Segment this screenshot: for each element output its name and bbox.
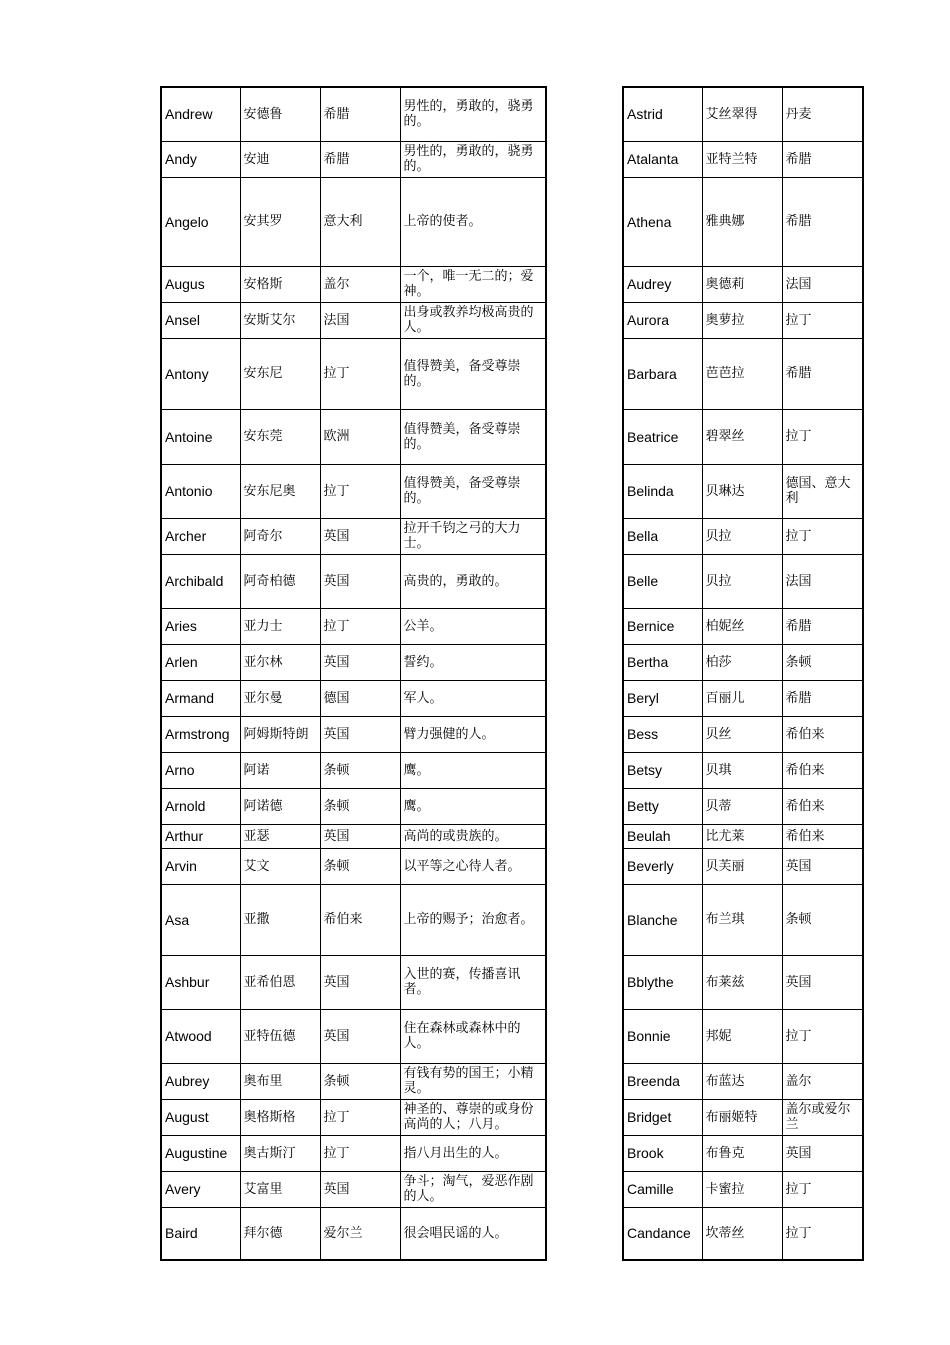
- right-chinese-name-cell: 卡蜜拉: [702, 1171, 782, 1207]
- left-name-cell: Antoine: [161, 409, 240, 464]
- left-meaning-cell: 高尚的或贵族的。: [400, 824, 546, 848]
- right-origin-cell: 希腊: [782, 141, 863, 177]
- right-row: [623, 1099, 863, 1135]
- left-row: [161, 848, 546, 884]
- left-chinese-name-cell: 阿奇尔: [240, 518, 320, 554]
- right-names-table: [622, 86, 864, 1261]
- left-name-cell: Andy: [161, 141, 240, 177]
- left-name-cell: Angelo: [161, 177, 240, 266]
- right-origin-cell: 法国: [782, 266, 863, 302]
- left-row: [161, 1171, 546, 1207]
- right-origin-cell: 盖尔: [782, 1063, 863, 1099]
- right-name-cell: Bernice: [623, 608, 702, 644]
- right-name-cell: Blanche: [623, 884, 702, 955]
- left-row: [161, 752, 546, 788]
- left-chinese-name-cell: 奥古斯汀: [240, 1135, 320, 1171]
- left-meaning-cell: 值得赞美，备受尊崇的。: [400, 338, 546, 409]
- left-row: [161, 1207, 546, 1260]
- right-name-cell: Athena: [623, 177, 702, 266]
- right-row: [623, 1063, 863, 1099]
- left-chinese-name-cell: 奥布里: [240, 1063, 320, 1099]
- right-name-cell: Bess: [623, 716, 702, 752]
- left-chinese-name-cell: 阿诺德: [240, 788, 320, 824]
- left-origin-cell: 希伯来: [320, 884, 400, 955]
- right-row: [623, 848, 863, 884]
- left-row: [161, 716, 546, 752]
- left-row: [161, 141, 546, 177]
- right-chinese-name-cell: 亚特兰特: [702, 141, 782, 177]
- left-row: [161, 788, 546, 824]
- right-name-cell: Bonnie: [623, 1009, 702, 1063]
- left-row: [161, 608, 546, 644]
- left-origin-cell: 英国: [320, 955, 400, 1009]
- right-chinese-name-cell: 碧翠丝: [702, 409, 782, 464]
- right-row: [623, 1207, 863, 1260]
- left-name-cell: Avery: [161, 1171, 240, 1207]
- left-name-cell: Atwood: [161, 1009, 240, 1063]
- left-origin-cell: 爱尔兰: [320, 1207, 400, 1260]
- left-origin-cell: 条顿: [320, 848, 400, 884]
- right-name-cell: Aurora: [623, 302, 702, 338]
- left-row: [161, 824, 546, 848]
- left-chinese-name-cell: 亚希伯恩: [240, 955, 320, 1009]
- right-chinese-name-cell: 柏妮丝: [702, 608, 782, 644]
- left-chinese-name-cell: 亚撒: [240, 884, 320, 955]
- right-chinese-name-cell: 雅典娜: [702, 177, 782, 266]
- left-origin-cell: 英国: [320, 1171, 400, 1207]
- right-name-cell: Barbara: [623, 338, 702, 409]
- right-chinese-name-cell: 贝琳达: [702, 464, 782, 518]
- right-table-body: [623, 87, 863, 1260]
- right-origin-cell: 拉丁: [782, 1171, 863, 1207]
- left-origin-cell: 英国: [320, 716, 400, 752]
- left-row: [161, 338, 546, 409]
- left-meaning-cell: 拉开千钧之弓的大力士。: [400, 518, 546, 554]
- left-name-cell: Ansel: [161, 302, 240, 338]
- right-origin-cell: 德国、意大利: [782, 464, 863, 518]
- left-row: [161, 680, 546, 716]
- right-row: [623, 266, 863, 302]
- left-chinese-name-cell: 奥格斯格: [240, 1099, 320, 1135]
- right-chinese-name-cell: 布丽姬特: [702, 1099, 782, 1135]
- left-origin-cell: 条顿: [320, 752, 400, 788]
- left-name-cell: Arno: [161, 752, 240, 788]
- right-row: [623, 884, 863, 955]
- left-origin-cell: 条顿: [320, 788, 400, 824]
- left-row: [161, 302, 546, 338]
- left-meaning-cell: 男性的，勇敢的，骁勇的。: [400, 141, 546, 177]
- left-meaning-cell: 出身或教养均极高贵的人。: [400, 302, 546, 338]
- right-origin-cell: 拉丁: [782, 409, 863, 464]
- right-origin-cell: 丹麦: [782, 87, 863, 141]
- left-chinese-name-cell: 安东尼奥: [240, 464, 320, 518]
- left-row: [161, 464, 546, 518]
- right-row: [623, 608, 863, 644]
- right-origin-cell: 英国: [782, 1135, 863, 1171]
- left-origin-cell: 拉丁: [320, 338, 400, 409]
- left-chinese-name-cell: 安迪: [240, 141, 320, 177]
- right-name-cell: Audrey: [623, 266, 702, 302]
- left-row: [161, 518, 546, 554]
- left-origin-cell: 盖尔: [320, 266, 400, 302]
- right-row: [623, 1171, 863, 1207]
- left-name-cell: Asa: [161, 884, 240, 955]
- right-name-cell: Betsy: [623, 752, 702, 788]
- left-chinese-name-cell: 安东尼: [240, 338, 320, 409]
- right-origin-cell: 拉丁: [782, 1207, 863, 1260]
- right-name-cell: Bertha: [623, 644, 702, 680]
- right-name-cell: Bella: [623, 518, 702, 554]
- right-chinese-name-cell: 贝芙丽: [702, 848, 782, 884]
- right-chinese-name-cell: 邦妮: [702, 1009, 782, 1063]
- left-names-table: [160, 86, 547, 1261]
- right-row: [623, 302, 863, 338]
- right-name-cell: Beryl: [623, 680, 702, 716]
- left-meaning-cell: 上帝的使者。: [400, 177, 546, 266]
- right-row: [623, 680, 863, 716]
- left-meaning-cell: 一个，唯一无二的；爱神。: [400, 266, 546, 302]
- right-chinese-name-cell: 布兰琪: [702, 884, 782, 955]
- left-row: [161, 884, 546, 955]
- right-name-cell: Atalanta: [623, 141, 702, 177]
- left-name-cell: Baird: [161, 1207, 240, 1260]
- right-chinese-name-cell: 坎蒂丝: [702, 1207, 782, 1260]
- left-name-cell: Aries: [161, 608, 240, 644]
- left-chinese-name-cell: 亚瑟: [240, 824, 320, 848]
- left-name-cell: Aubrey: [161, 1063, 240, 1099]
- left-origin-cell: 拉丁: [320, 1135, 400, 1171]
- left-table-body: [161, 87, 546, 1260]
- left-meaning-cell: 高贵的，勇敢的。: [400, 554, 546, 608]
- left-meaning-cell: 值得赞美，备受尊崇的。: [400, 409, 546, 464]
- right-name-cell: Astrid: [623, 87, 702, 141]
- left-row: [161, 1135, 546, 1171]
- left-origin-cell: 英国: [320, 518, 400, 554]
- left-chinese-name-cell: 阿诺: [240, 752, 320, 788]
- right-origin-cell: 英国: [782, 955, 863, 1009]
- right-name-cell: Bblythe: [623, 955, 702, 1009]
- left-meaning-cell: 誓约。: [400, 644, 546, 680]
- left-name-cell: Antonio: [161, 464, 240, 518]
- right-origin-cell: 希腊: [782, 608, 863, 644]
- right-row: [623, 409, 863, 464]
- left-row: [161, 177, 546, 266]
- left-origin-cell: 法国: [320, 302, 400, 338]
- right-name-cell: Candance: [623, 1207, 702, 1260]
- left-name-cell: Antony: [161, 338, 240, 409]
- right-chinese-name-cell: 贝蒂: [702, 788, 782, 824]
- left-meaning-cell: 鹰。: [400, 788, 546, 824]
- left-meaning-cell: 以平等之心待人者。: [400, 848, 546, 884]
- left-meaning-cell: 上帝的赐予；治愈者。: [400, 884, 546, 955]
- left-name-cell: Arlen: [161, 644, 240, 680]
- left-row: [161, 644, 546, 680]
- left-origin-cell: 欧洲: [320, 409, 400, 464]
- left-origin-cell: 拉丁: [320, 1099, 400, 1135]
- right-origin-cell: 希伯来: [782, 788, 863, 824]
- right-name-cell: Beverly: [623, 848, 702, 884]
- left-meaning-cell: 住在森林或森林中的人。: [400, 1009, 546, 1063]
- right-row: [623, 955, 863, 1009]
- left-name-cell: Arthur: [161, 824, 240, 848]
- right-origin-cell: 希腊: [782, 177, 863, 266]
- left-chinese-name-cell: 拜尔德: [240, 1207, 320, 1260]
- left-meaning-cell: 鹰。: [400, 752, 546, 788]
- left-meaning-cell: 值得赞美，备受尊崇的。: [400, 464, 546, 518]
- left-origin-cell: 希腊: [320, 141, 400, 177]
- left-chinese-name-cell: 艾文: [240, 848, 320, 884]
- left-origin-cell: 英国: [320, 1009, 400, 1063]
- left-meaning-cell: 争斗；淘气，爱恶作剧的人。: [400, 1171, 546, 1207]
- left-origin-cell: 德国: [320, 680, 400, 716]
- left-origin-cell: 英国: [320, 644, 400, 680]
- left-row: [161, 1099, 546, 1135]
- left-meaning-cell: 很会唱民谣的人。: [400, 1207, 546, 1260]
- left-chinese-name-cell: 安格斯: [240, 266, 320, 302]
- left-meaning-cell: 男性的，勇敢的，骁勇的。: [400, 87, 546, 141]
- right-name-cell: Beulah: [623, 824, 702, 848]
- right-chinese-name-cell: 柏莎: [702, 644, 782, 680]
- right-row: [623, 464, 863, 518]
- left-row: [161, 1009, 546, 1063]
- left-meaning-cell: 臂力强健的人。: [400, 716, 546, 752]
- left-name-cell: Ashbur: [161, 955, 240, 1009]
- left-chinese-name-cell: 艾富里: [240, 1171, 320, 1207]
- right-chinese-name-cell: 奥萝拉: [702, 302, 782, 338]
- left-origin-cell: 条顿: [320, 1063, 400, 1099]
- left-name-cell: Archibald: [161, 554, 240, 608]
- left-chinese-name-cell: 阿奇柏德: [240, 554, 320, 608]
- left-name-cell: Augustine: [161, 1135, 240, 1171]
- right-origin-cell: 法国: [782, 554, 863, 608]
- right-row: [623, 87, 863, 141]
- right-row: [623, 177, 863, 266]
- right-name-cell: Betty: [623, 788, 702, 824]
- left-origin-cell: 希腊: [320, 87, 400, 141]
- right-origin-cell: 希伯来: [782, 716, 863, 752]
- left-row: [161, 955, 546, 1009]
- right-name-cell: Brook: [623, 1135, 702, 1171]
- left-meaning-cell: 神圣的、尊崇的或身份高尚的人；八月。: [400, 1099, 546, 1135]
- right-name-cell: Breenda: [623, 1063, 702, 1099]
- right-chinese-name-cell: 艾丝翠得: [702, 87, 782, 141]
- left-name-cell: Arvin: [161, 848, 240, 884]
- left-chinese-name-cell: 亚力士: [240, 608, 320, 644]
- left-row: [161, 554, 546, 608]
- right-name-cell: Beatrice: [623, 409, 702, 464]
- right-row: [623, 716, 863, 752]
- right-origin-cell: 拉丁: [782, 518, 863, 554]
- left-chinese-name-cell: 安德鲁: [240, 87, 320, 141]
- left-row: [161, 87, 546, 141]
- left-meaning-cell: 公羊。: [400, 608, 546, 644]
- right-row: [623, 338, 863, 409]
- left-meaning-cell: 军人。: [400, 680, 546, 716]
- left-chinese-name-cell: 安其罗: [240, 177, 320, 266]
- right-row: [623, 141, 863, 177]
- left-name-cell: Armstrong: [161, 716, 240, 752]
- right-name-cell: Camille: [623, 1171, 702, 1207]
- right-name-cell: Belinda: [623, 464, 702, 518]
- left-origin-cell: 拉丁: [320, 464, 400, 518]
- right-chinese-name-cell: 布莱兹: [702, 955, 782, 1009]
- right-chinese-name-cell: 布鲁克: [702, 1135, 782, 1171]
- right-origin-cell: 盖尔或爱尔兰: [782, 1099, 863, 1135]
- right-origin-cell: 希伯来: [782, 752, 863, 788]
- left-meaning-cell: 有钱有势的国王；小精灵。: [400, 1063, 546, 1099]
- right-chinese-name-cell: 比尤莱: [702, 824, 782, 848]
- left-meaning-cell: 指八月出生的人。: [400, 1135, 546, 1171]
- right-origin-cell: 条顿: [782, 884, 863, 955]
- right-chinese-name-cell: 芭芭拉: [702, 338, 782, 409]
- left-chinese-name-cell: 安斯艾尔: [240, 302, 320, 338]
- right-origin-cell: 拉丁: [782, 302, 863, 338]
- right-origin-cell: 条顿: [782, 644, 863, 680]
- right-origin-cell: 英国: [782, 848, 863, 884]
- right-chinese-name-cell: 布蓝达: [702, 1063, 782, 1099]
- left-row: [161, 1063, 546, 1099]
- right-chinese-name-cell: 贝拉: [702, 518, 782, 554]
- left-origin-cell: 英国: [320, 554, 400, 608]
- right-row: [623, 554, 863, 608]
- right-chinese-name-cell: 贝琪: [702, 752, 782, 788]
- right-chinese-name-cell: 奥德莉: [702, 266, 782, 302]
- right-row: [623, 644, 863, 680]
- right-chinese-name-cell: 贝拉: [702, 554, 782, 608]
- left-name-cell: Armand: [161, 680, 240, 716]
- left-name-cell: Augus: [161, 266, 240, 302]
- left-meaning-cell: 入世的赛，传播喜讯者。: [400, 955, 546, 1009]
- left-chinese-name-cell: 亚特伍德: [240, 1009, 320, 1063]
- left-row: [161, 266, 546, 302]
- left-chinese-name-cell: 安东莞: [240, 409, 320, 464]
- right-origin-cell: 拉丁: [782, 1009, 863, 1063]
- left-row: [161, 409, 546, 464]
- right-origin-cell: 希腊: [782, 680, 863, 716]
- left-origin-cell: 意大利: [320, 177, 400, 266]
- left-chinese-name-cell: 亚尔林: [240, 644, 320, 680]
- left-origin-cell: 拉丁: [320, 608, 400, 644]
- right-row: [623, 1135, 863, 1171]
- left-chinese-name-cell: 阿姆斯特朗: [240, 716, 320, 752]
- left-name-cell: Arnold: [161, 788, 240, 824]
- right-name-cell: Bridget: [623, 1099, 702, 1135]
- left-origin-cell: 英国: [320, 824, 400, 848]
- left-name-cell: August: [161, 1099, 240, 1135]
- right-row: [623, 1009, 863, 1063]
- right-row: [623, 752, 863, 788]
- right-row: [623, 824, 863, 848]
- right-row: [623, 518, 863, 554]
- right-origin-cell: 希腊: [782, 338, 863, 409]
- right-name-cell: Belle: [623, 554, 702, 608]
- right-chinese-name-cell: 贝丝: [702, 716, 782, 752]
- left-chinese-name-cell: 亚尔曼: [240, 680, 320, 716]
- right-chinese-name-cell: 百丽儿: [702, 680, 782, 716]
- left-name-cell: Andrew: [161, 87, 240, 141]
- left-name-cell: Archer: [161, 518, 240, 554]
- right-row: [623, 788, 863, 824]
- right-origin-cell: 希伯来: [782, 824, 863, 848]
